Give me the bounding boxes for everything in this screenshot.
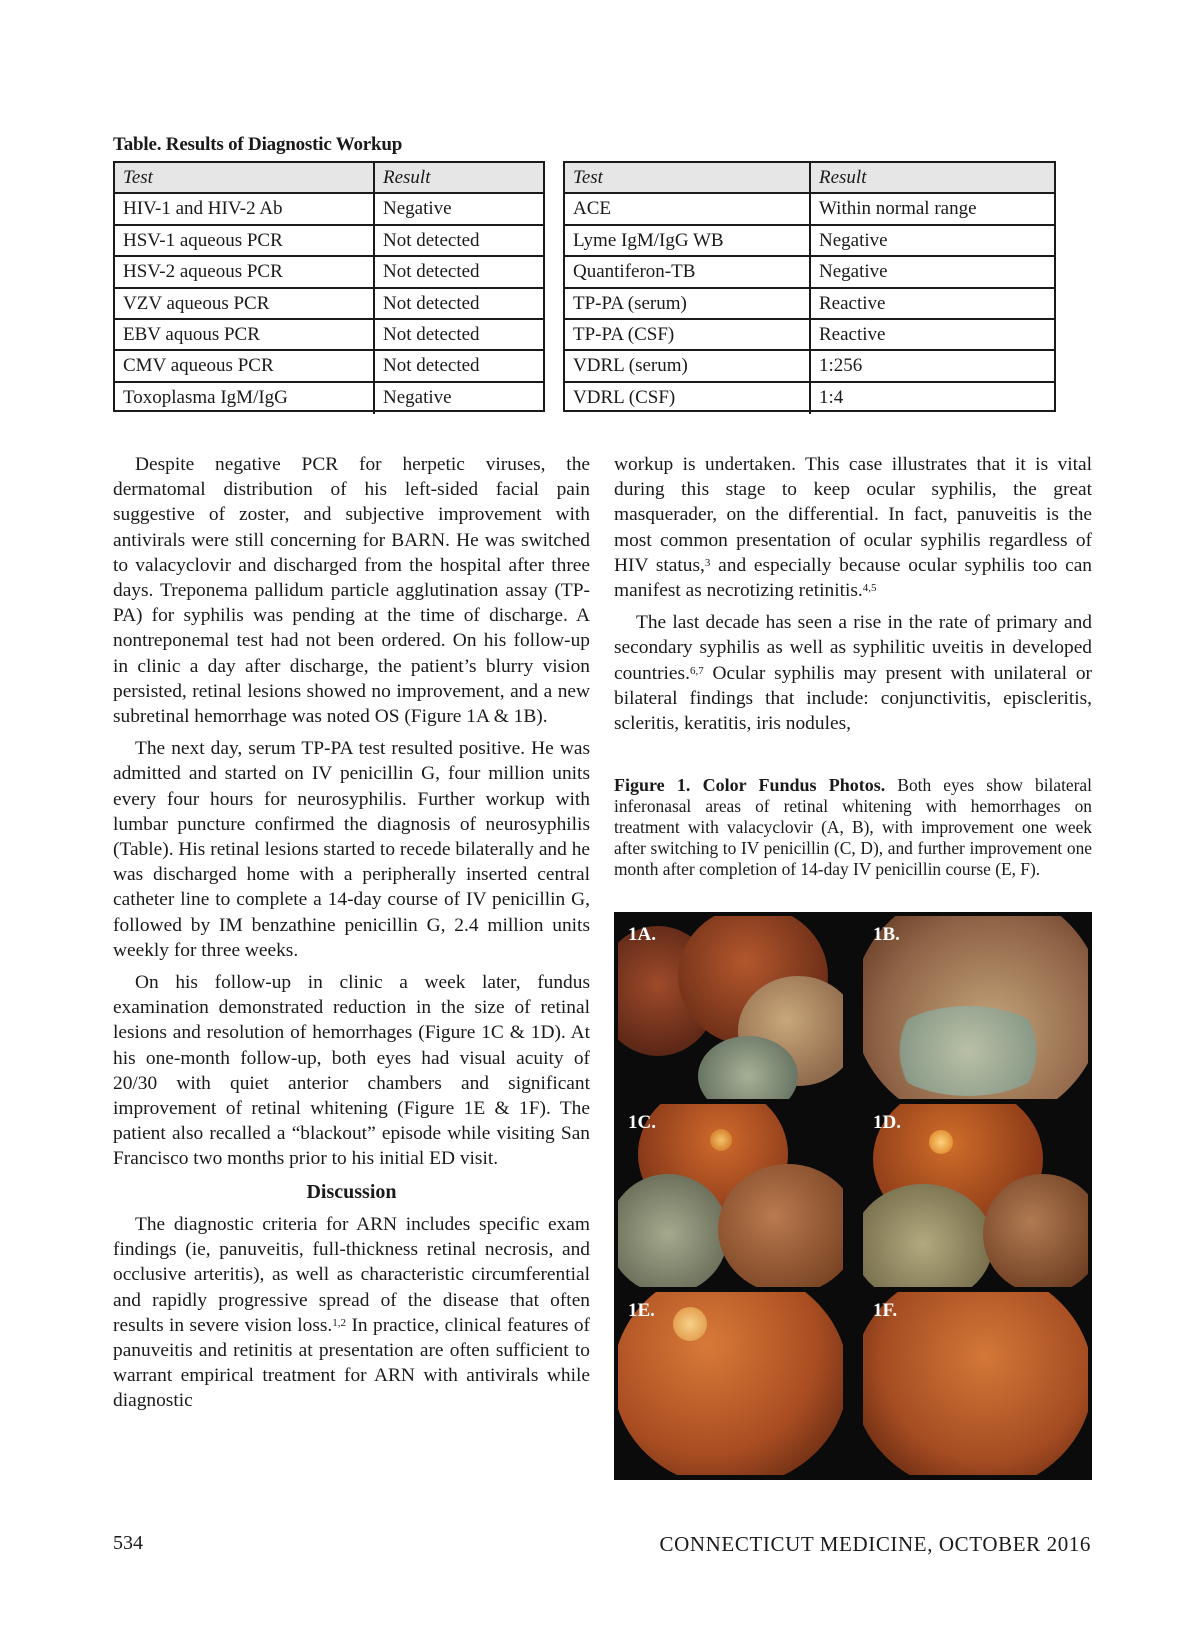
panel-label: 1B. xyxy=(873,924,900,945)
table-row xyxy=(565,194,1054,225)
header-result: Result xyxy=(373,163,547,192)
table-row xyxy=(565,226,1054,257)
table-row xyxy=(115,351,543,382)
panel-label: 1D. xyxy=(873,1112,901,1133)
test-cell: Toxoplasma IgM/IgG xyxy=(123,386,288,408)
test-cell: VZV aqueous PCR xyxy=(123,292,270,314)
test-cell: HSV-2 aqueous PCR xyxy=(123,261,283,283)
paragraph-text: and especially because ocular syphilis too can manifest as necrotizing retinitis. xyxy=(614,554,1092,602)
figure-caption-title: Figure 1. Color Fundus Photos. xyxy=(614,775,886,795)
test-cell: VDRL (serum) xyxy=(573,355,688,377)
table-right-half xyxy=(563,161,1056,412)
result-cell: Not detected xyxy=(373,257,547,286)
result-cell: Not detected xyxy=(373,320,547,349)
paragraph-text: workup is undertaken. This case illustrates that it is vital during this stage to keep ocular syphilis, the great masquerader, on the differential. In fact, panuveitis is the most common presentation of ocular syphilis regardless of HIV status, xyxy=(614,454,1092,576)
table-left-half xyxy=(113,161,545,412)
result-cell: Reactive xyxy=(809,289,1058,318)
test-cell: Lyme IgM/IgG WB xyxy=(573,229,724,251)
table-row xyxy=(565,383,1054,414)
page-number: 534 xyxy=(113,1532,143,1554)
fundus-panel-1a xyxy=(618,916,843,1099)
header-test: Test xyxy=(573,167,603,188)
panel-label: 1C. xyxy=(628,1112,656,1133)
table-row xyxy=(565,257,1054,288)
result-cell: Negative xyxy=(809,226,1058,255)
paragraph-text: The diagnostic criteria for ARN includes specific exam findings (ie, panuveitis, full-thickness retinal necrosis, and occlusive arteritis), as well as characteristic circumferential and rapidly progressive spread of the disease that often results in severe vision loss. xyxy=(113,1213,590,1336)
header-result: Result xyxy=(809,163,1058,192)
test-cell: CMV aqueous PCR xyxy=(123,355,274,377)
table-row xyxy=(565,289,1054,320)
citation: 3 xyxy=(704,556,711,569)
test-cell: Quantiferon-TB xyxy=(573,261,696,283)
test-cell: VDRL (CSF) xyxy=(573,386,676,408)
figure-caption-text: Both eyes show bilateral inferonasal areas of retinal whitening with hemorrhages on treatment with valacyclovir (A, B), with improvement one week after switching to IV penicillin (C, D), and further improvement one month after completion of 14-day IV penicillin course (E, F). xyxy=(614,775,1092,879)
fundus-panel-1c xyxy=(618,1104,843,1287)
table-row xyxy=(115,383,543,414)
citation: 6,7 xyxy=(689,664,704,677)
result-cell: Within normal range xyxy=(809,194,1058,223)
table-row xyxy=(115,289,543,320)
table-title: Table. Results of Diagnostic Workup xyxy=(113,134,403,155)
table-row xyxy=(565,351,1054,382)
table-header-row xyxy=(115,163,543,194)
panel-label: 1E. xyxy=(628,1300,655,1321)
paragraph-text: In practice, clinical features of panuveitis and retinitis at presentation are often sufficient to warrant empirical treatment for ARN with antivirals while diagnostic xyxy=(113,1314,591,1412)
paragraph xyxy=(113,1212,590,1414)
test-cell: HSV-1 aqueous PCR xyxy=(123,229,283,251)
table-row xyxy=(115,257,543,288)
left-text-column xyxy=(113,452,590,1421)
result-cell: Negative xyxy=(373,383,547,414)
table-row xyxy=(115,194,543,225)
header-test: Test xyxy=(123,167,153,188)
result-cell: 1:4 xyxy=(809,383,1058,414)
fundus-panel-1e xyxy=(618,1292,843,1475)
test-cell: TP-PA (serum) xyxy=(573,292,687,314)
table-header-row xyxy=(565,163,1054,194)
fundus-panel-1b xyxy=(863,916,1088,1099)
section-heading-discussion: Discussion xyxy=(306,1180,397,1203)
result-cell: Not detected xyxy=(373,351,547,380)
result-cell: Negative xyxy=(373,194,547,223)
paragraph: Despite negative PCR for herpetic viruses, the dermatomal distribution of his left-sided facial pain suggestive of zoster, and subjective improvement with antivirals were still concerning for BARN. He was switched to valacyclovir and discharged from the hospital after three days. Treponema pallidum particle agglutination assay (TP-PA) for syphilis was pending at the time of discharge. A nontreponemal test had not been ordered. On his follow-up in clinic a day after discharge, the patient’s blurry vision persisted, retinal lesions showed no improvement, and a new subretinal hemorrhage was noted OS (Figure 1A & 1B). xyxy=(113,454,590,728)
diagnostic-workup-table xyxy=(113,161,1056,412)
journal-running-footer: CONNECTICUT MEDICINE, OCTOBER 2016 xyxy=(659,1532,1091,1556)
figure-caption xyxy=(614,775,1092,880)
fundus-panel-1f xyxy=(863,1292,1088,1475)
table-row xyxy=(115,226,543,257)
test-cell: ACE xyxy=(573,198,611,220)
fundus-photo-figure xyxy=(614,912,1092,1480)
paragraph: On his follow-up in clinic a week later, fundus examination demonstrated reduction in the size of retinal lesions and resolution of hemorrhages (Figure 1C & 1D). At his one-month follow-up, both eyes had visual acuity of 20/30 with quiet anterior chambers and significant improvement of retinal whitening (Figure 1E & 1F). The patient also recalled a “blackout” episode while visiting San Francisco two months prior to his initial ED visit. xyxy=(113,972,590,1170)
result-cell: Reactive xyxy=(809,320,1058,349)
citation: 4,5 xyxy=(862,582,877,595)
citation: 1,2 xyxy=(332,1316,347,1329)
test-cell: TP-PA (CSF) xyxy=(573,324,675,345)
result-cell: Not detected xyxy=(373,226,547,255)
fundus-panel-1d xyxy=(863,1104,1088,1287)
paragraph-text: The last decade has seen a rise in the rate of primary and secondary syphilis as well as syphilitic uveitis in developed countries. xyxy=(614,612,1092,684)
panel-label: 1A. xyxy=(628,924,656,945)
table-row xyxy=(565,320,1054,351)
result-cell: Not detected xyxy=(373,289,547,318)
result-cell: Negative xyxy=(809,257,1058,286)
table-row xyxy=(115,320,543,351)
test-cell: EBV aquous PCR xyxy=(123,324,260,345)
paragraph xyxy=(614,610,1092,736)
paragraph xyxy=(614,452,1092,603)
right-text-column xyxy=(614,452,1092,743)
paragraph-text: Ocular syphilis may present with unilateral or bilateral findings that include: conjunctivitis, episcleritis, scleritis, keratitis, iris nodules, xyxy=(614,662,1092,735)
panel-label: 1F. xyxy=(873,1300,898,1321)
test-cell: HIV-1 and HIV-2 Ab xyxy=(123,198,283,220)
paragraph: The next day, serum TP-PA test resulted positive. He was admitted and started on IV penicillin G, four million units every four hours for neurosyphilis. Further workup with lumbar puncture confirmed the diagnosis of neurosyphilis (Table). His retinal lesions started to recede bilaterally and he was discharged home with a peripherally inserted central catheter line to complete a 14-day course of IV penicillin G, followed by IM benzathine penicillin G, 2.4 million units weekly for three weeks. xyxy=(113,738,590,961)
result-cell: 1:256 xyxy=(809,351,1058,380)
